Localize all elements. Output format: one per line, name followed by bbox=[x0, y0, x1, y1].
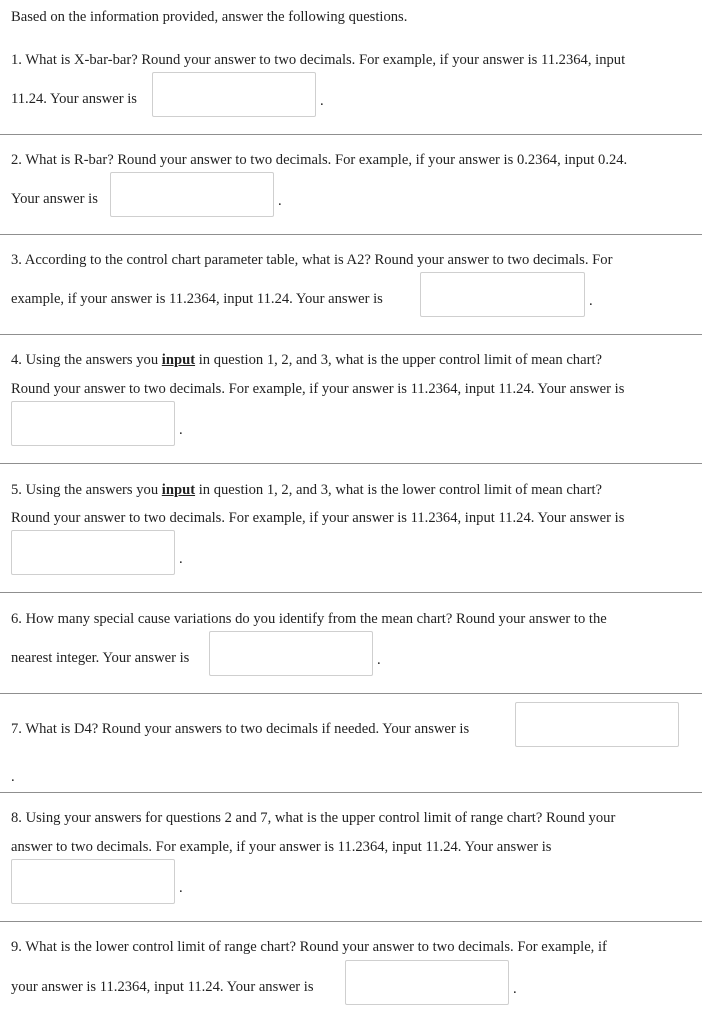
question-1-answer-input[interactable] bbox=[152, 72, 316, 117]
question-4-period: . bbox=[179, 422, 183, 438]
question-8-prompt: answer to two decimals. For example, if your answer is 11.2364, input 11.24. Your answer is bbox=[11, 839, 552, 855]
question-2-text: 2. What is R-bar? Round your answer to two decimals. For example, if your answer is 0.2364, input 0.24. bbox=[11, 152, 628, 168]
question-6-prompt: nearest integer. Your answer is bbox=[11, 650, 190, 666]
question-2-prompt: Your answer is bbox=[11, 191, 98, 207]
question-9-answer-input[interactable] bbox=[345, 960, 509, 1005]
question-3-prompt: example, if your answer is 11.2364, input 11.24. Your answer is bbox=[11, 291, 383, 307]
question-1-prompt: 11.24. Your answer is bbox=[11, 91, 137, 107]
question-9-period: . bbox=[513, 981, 517, 997]
question-5-period: . bbox=[179, 551, 183, 567]
divider bbox=[0, 693, 702, 694]
question-6-text: 6. How many special cause variations do you identify from the mean chart? Round your answer to the bbox=[11, 611, 607, 627]
input-keyword: input bbox=[161, 352, 196, 368]
question-7-answer-input[interactable] bbox=[515, 702, 679, 747]
question-4-answer-input[interactable] bbox=[11, 401, 175, 446]
question-6-answer-input[interactable] bbox=[209, 631, 373, 676]
question-7-period: . bbox=[11, 769, 15, 785]
divider bbox=[0, 134, 702, 135]
question-4-prompt: Round your answer to two decimals. For example, if your answer is 11.2364, input 11.24. Your answer is bbox=[11, 381, 625, 397]
question-5-answer-input[interactable] bbox=[11, 530, 175, 575]
question-1-period: . bbox=[320, 93, 324, 109]
question-6-period: . bbox=[377, 652, 381, 668]
divider bbox=[0, 463, 702, 464]
question-1-text: 1. What is X-bar-bar? Round your answer to two decimals. For example, if your answer is 11.2364, input bbox=[11, 52, 626, 68]
question-2-period: . bbox=[278, 193, 282, 209]
question-4-text-start: 4. Using the answers you bbox=[11, 352, 162, 368]
divider bbox=[0, 921, 702, 922]
question-9-prompt: your answer is 11.2364, input 11.24. Your answer is bbox=[11, 979, 314, 995]
question-3-period: . bbox=[589, 293, 593, 309]
question-4-text bbox=[11, 351, 602, 369]
question-2-answer-input[interactable] bbox=[110, 172, 274, 217]
question-8-answer-input[interactable] bbox=[11, 859, 175, 904]
divider bbox=[0, 592, 702, 593]
question-9-text: 9. What is the lower control limit of range chart? Round your answer to two decimals. For example, if bbox=[11, 939, 607, 955]
question-5-prompt: Round your answer to two decimals. For example, if your answer is 11.2364, input 11.24. Your answer is bbox=[11, 510, 625, 526]
divider bbox=[0, 334, 702, 335]
instructions-text: Based on the information provided, answer the following questions. bbox=[11, 9, 408, 25]
question-8-period: . bbox=[179, 880, 183, 896]
divider bbox=[0, 792, 702, 793]
question-5-text-end: in question 1, 2, and 3, what is the lower control limit of mean chart? bbox=[195, 482, 602, 498]
question-3-text: 3. According to the control chart parameter table, what is A2? Round your answer to two decimals. For bbox=[11, 252, 613, 268]
question-5-text-start: 5. Using the answers you bbox=[11, 482, 162, 498]
question-8-text: 8. Using your answers for questions 2 and 7, what is the upper control limit of range chart? Round your bbox=[11, 810, 616, 826]
input-keyword: input bbox=[161, 482, 196, 498]
question-7-text: 7. What is D4? Round your answers to two decimals if needed. Your answer is bbox=[11, 721, 470, 737]
question-5-text bbox=[11, 481, 602, 499]
divider bbox=[0, 234, 702, 235]
question-4-text-end: in question 1, 2, and 3, what is the upper control limit of mean chart? bbox=[195, 352, 602, 368]
question-3-answer-input[interactable] bbox=[420, 272, 585, 317]
